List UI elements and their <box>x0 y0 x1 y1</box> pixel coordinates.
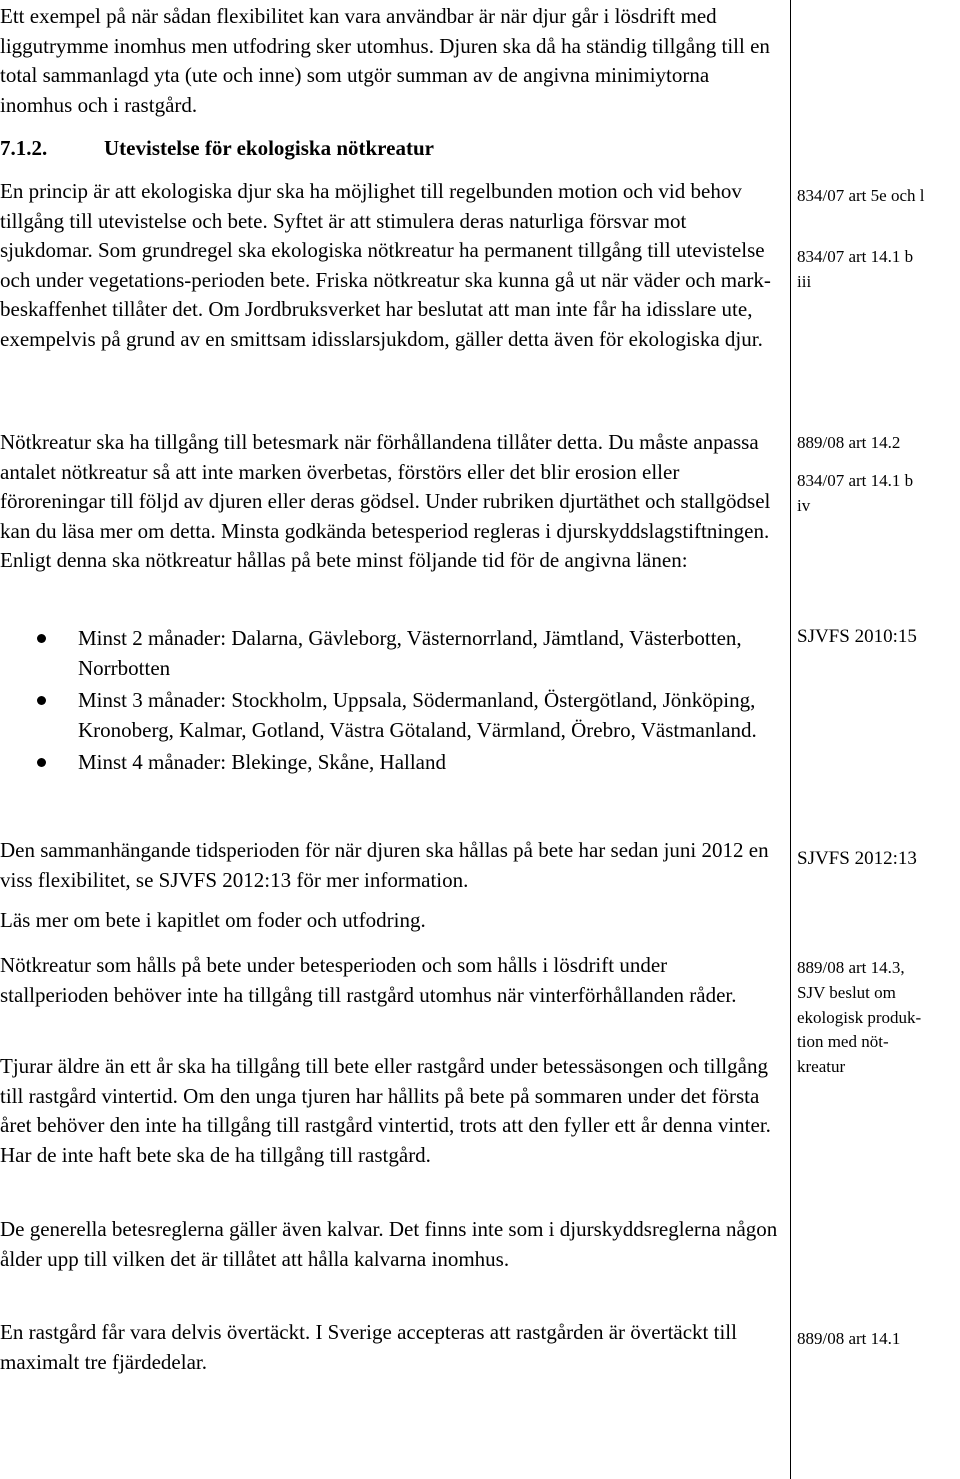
paragraph-text: Den sammanhängande tidsperioden för när djuren ska hållas på bete har sedan juni 2012 en viss flexibilitet, se SJVFS 2012:13 för mer information. <box>0 838 769 892</box>
paragraph-text: Läs mer om bete i kapitlet om foder och utfodring. <box>0 908 426 932</box>
paragraph-grazing <box>0 428 780 576</box>
paragraph-text: Nötkreatur ska ha tillgång till betesmark när förhållandena tillåter detta. Du måste anpassa antalet nötkreatur så att inte marken överbetas, förstörs eller det blir erosion eller föroreningar till följd av djuren eller deras gödsel. Under rubriken djurtäthet och stallgödsel kan du läsa mer om detta. Minsta godkända betesperiod regleras i djurskyddslagstiftningen. Enligt denna ska nötkreatur hållas på bete minst följande tid för de angivna länen: <box>0 430 771 572</box>
reference-note: SJVFS 2012:13 <box>797 848 917 869</box>
paragraph-text: Tjurar äldre än ett år ska ha tillgång till bete eller rastgård under betessäsongen och tillgång till rastgård vintertid. Om den unga tjuren har hållits på bete på sommaren under det första året behöver den inte ha tillgång till rastgård vintertid, trots att den fyller ett år denna vinter. Har de inte haft bete ska de ha tillgång till rastgård. <box>0 1054 771 1167</box>
reference-note: 889/08 art 14.3, <box>797 958 905 977</box>
reference-note: 834/07 art 14.1 b <box>797 247 914 266</box>
paragraph-text: Nötkreatur som hålls på bete under betesperioden och som hålls i lösdrift under stallperioden behöver inte ha tillgång till rastgård utomhus när vinterförhållanden råder. <box>0 953 737 1007</box>
list-item <box>0 747 780 777</box>
section-number: 7.1.2. <box>0 136 48 160</box>
reference-note: iii <box>797 272 812 291</box>
reference-note: SJVFS 2010:15 <box>797 626 917 647</box>
list-item <box>0 623 780 683</box>
bullet-icon <box>37 758 46 767</box>
section-heading <box>0 134 434 163</box>
paragraph-text: En rastgård får vara delvis övertäckt. I Sverige accepteras att rastgården är övertäckt till maximalt tre fjärdedelar. <box>0 1320 737 1374</box>
section-title: Utevistelse för ekologiska nötkreatur <box>104 136 434 160</box>
paragraph-covered-yard <box>0 1318 780 1377</box>
grazing-period-list <box>0 623 780 779</box>
margin-divider <box>790 0 791 1479</box>
paragraph-text: En princip är att ekologiska djur ska ha möjlighet till regelbunden motion och vid behov tillgång till utevistelse och bete. Syftet är att stimulera deras naturliga försvar mot sjukdomar. Som grundregel ska ekologiska nötkreatur ha permanent tillgång till utevistelse och under vegetations-perioden bete. Friska nötkreatur ska kunna gå ut när väder och mark-beskaffenhet tillåter det. Om Jordbruksverket har beslutat att man inte får ha idisslare ute, exempelvis på grund av en smittsam idisslarsjukdom, gäller detta även för ekologiska djur. <box>0 179 771 351</box>
list-item-text: Minst 3 månader: Stockholm, Uppsala, Södermanland, Östergötland, Jönköping, Kronoberg, Kalmar, Gotland, Västra Götaland, Värmland, Örebro, Västmanland. <box>78 688 757 742</box>
paragraph-winter <box>0 951 780 1010</box>
paragraph-bulls <box>0 1052 780 1170</box>
reference-note: ekologisk produk- <box>797 1008 922 1027</box>
paragraph-principle <box>0 177 780 354</box>
list-item <box>0 685 780 745</box>
reference-note: iv <box>797 496 811 515</box>
bullet-icon <box>37 634 46 643</box>
intro-paragraph <box>0 2 780 120</box>
reference-note: 834/07 art 5e och l <box>797 186 925 205</box>
list-item-text: Minst 2 månader: Dalarna, Gävleborg, Västernorrland, Jämtland, Västerbotten, Norrbotten <box>78 626 742 680</box>
list-item-text: Minst 4 månader: Blekinge, Skåne, Halland <box>78 750 447 774</box>
reference-note: SJV beslut om <box>797 983 896 1002</box>
reference-note: tion med nöt- <box>797 1032 889 1051</box>
paragraph-flexibility <box>0 836 780 895</box>
bullet-icon <box>37 696 46 705</box>
paragraph-text: De generella betesreglerna gäller även kalvar. Det finns inte som i djurskyddsreglerna någon ålder upp till vilken det är tillåtet att hålla kalvarna inomhus. <box>0 1217 778 1271</box>
reference-note: 889/08 art 14.1 <box>797 1329 901 1348</box>
paragraph-read-more <box>0 906 780 936</box>
reference-note: 889/08 art 14.2 <box>797 433 901 452</box>
paragraph-calves <box>0 1215 780 1274</box>
reference-note: 834/07 art 14.1 b <box>797 471 914 490</box>
reference-note: kreatur <box>797 1057 846 1076</box>
intro-text: Ett exempel på när sådan flexibilitet kan vara användbar är när djur går i lösdrift med liggutrymme inomhus men utfodring sker utomhus. Djuren ska då ha ständig tillgång till en total sammanlagd yta (ute och inne) som utgör summan av de angivna minimiytorna inomhus och i rastgård. <box>0 4 770 117</box>
